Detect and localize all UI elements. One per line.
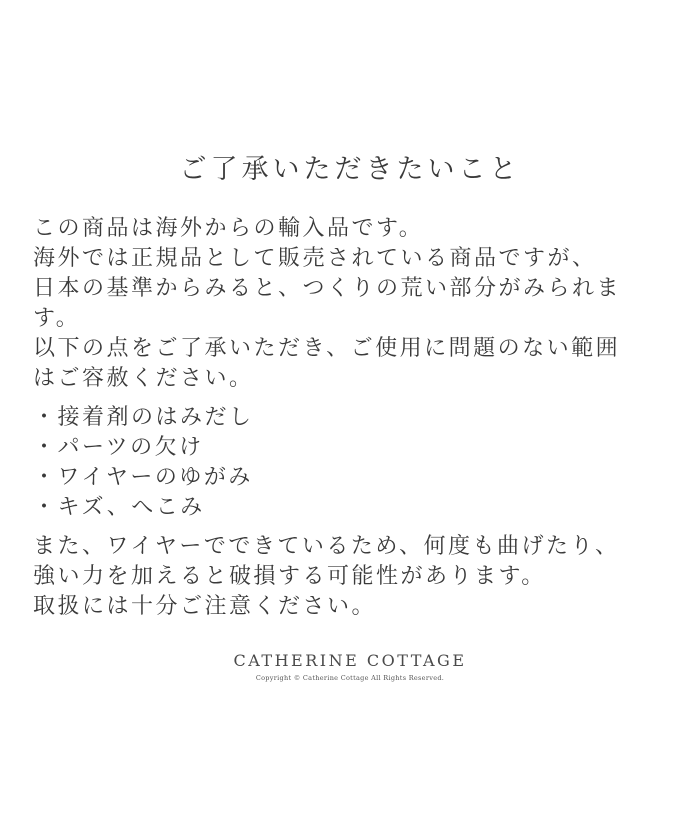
defect-list-item: ・キズ、へこみ [33, 495, 205, 520]
brand-footer [0, 650, 700, 682]
intro-line: はご容赦ください。 [33, 366, 254, 391]
page-title: ご了承いただきたいこと [179, 154, 521, 185]
intro-line: 海外では正規品として販売されている商品ですが、 [33, 246, 597, 271]
defect-list-item: ・接着剤のはみだし [33, 405, 254, 430]
intro-line: す。 [33, 306, 81, 331]
defect-list [33, 403, 673, 523]
caution-line: また、ワイヤーでできているため、何度も曲げたり、 [33, 534, 620, 559]
caution-line: 取扱には十分ご注意ください。 [33, 594, 377, 619]
defect-list-item: ・ワイヤーのゆがみ [33, 465, 253, 490]
caution-paragraph [33, 532, 673, 622]
brand-logo: CATHERINE COTTAGE [233, 651, 467, 670]
intro-paragraph [33, 214, 673, 394]
defect-list-item: ・パーツの欠け [33, 435, 204, 460]
intro-line: 日本の基準からみると、つくりの荒い部分がみられま [33, 276, 622, 301]
copyright-text: Copyright © Catherine Cottage All Rights Reserved. [255, 674, 445, 682]
notice-body [33, 214, 673, 631]
intro-line: この商品は海外からの輸入品です。 [33, 216, 424, 241]
intro-line: 以下の点をご了承いただき、ご使用に問題のない範囲 [33, 336, 621, 361]
caution-line: 強い力を加えると破損する可能性があります。 [33, 564, 546, 589]
